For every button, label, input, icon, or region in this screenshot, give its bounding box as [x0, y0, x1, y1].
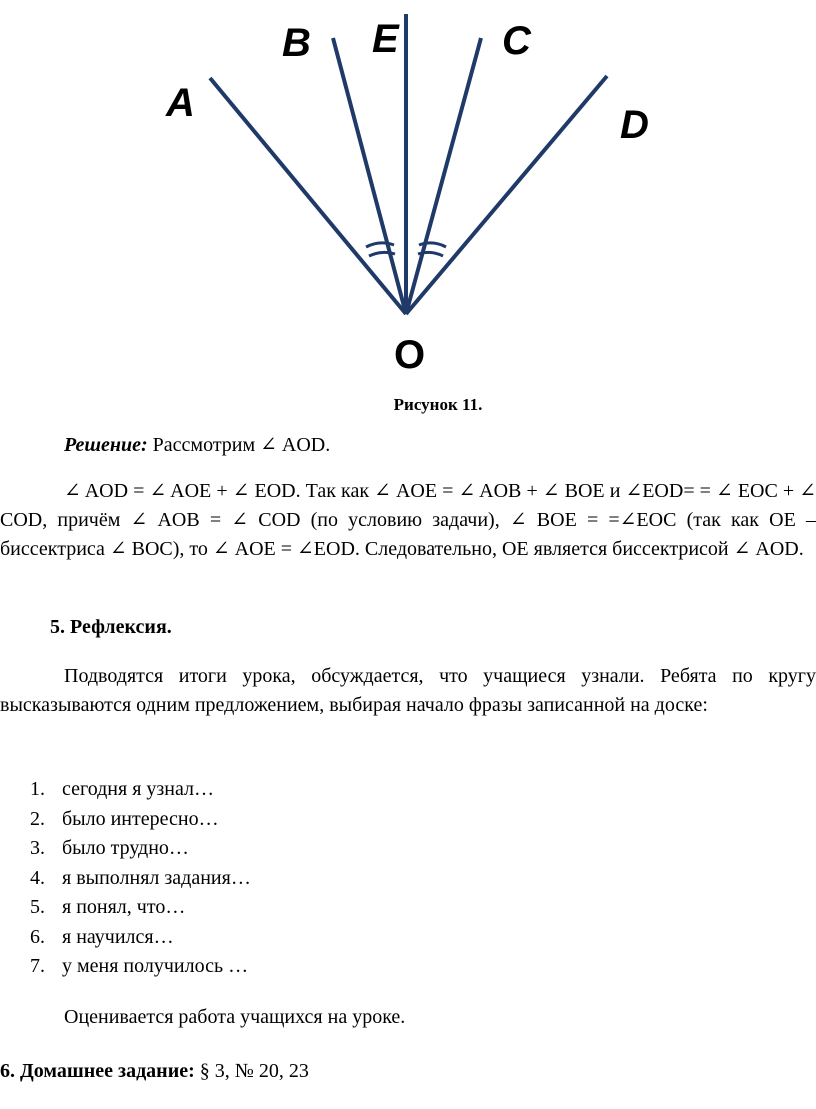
angle-bisector-figure: [0, 0, 816, 390]
label-O: O: [394, 333, 426, 377]
solution-intro: Рассмотрим ∠ AOD.: [152, 434, 331, 456]
ray-OD: [406, 76, 607, 314]
homework-value: § 3, № 20, 23: [199, 1060, 309, 1082]
label-C: C: [502, 19, 531, 63]
solution-label: Решение:: [64, 434, 148, 456]
homework-line: [0, 1057, 816, 1086]
list-item: 1. сегодня я узнал…: [30, 778, 215, 800]
list-item: 5. я понял, что…: [30, 896, 186, 918]
section-title-reflection: 5. Рефлексия.: [50, 616, 172, 638]
label-B: B: [282, 21, 311, 65]
list-item: 2. было интересно…: [30, 807, 219, 830]
homework-label: 6. Домашнее задание:: [0, 1060, 195, 1082]
label-D: D: [620, 103, 649, 147]
reflection-list: [30, 775, 251, 982]
reflection-summary: Подводятся итоги урока, обсуждается, что учащиеся узнали. Ребята по кругу высказываются одним предложением, выбирая начало фразы записанной на доске:: [0, 665, 816, 716]
list-item: 4. я выполнял задания…: [30, 866, 251, 889]
label-E: E: [372, 17, 399, 61]
list-item: 6. я научился…: [30, 925, 174, 948]
assessment-text: Оценивается работа учащихся на уроке.: [64, 1006, 406, 1028]
list-item: 7. у меня получилось …: [30, 955, 249, 977]
label-A: A: [166, 81, 195, 125]
list-item: 3. было трудно…: [30, 837, 189, 859]
figure-caption: Рисунок 11.: [393, 395, 483, 414]
solution-heading-line: [0, 431, 816, 460]
solution-body: ∠ AOD = ∠ AOE + ∠ EOD. Так как ∠ AOE = ∠ AOB + ∠ BOE и ∠EOD= = ∠ EOC + ∠ COD, причём ∠ AOB = ∠ COD (по условию задачи), ∠ BOE = =∠EOC (так как OE – биссектриса ∠ BOC), то ∠ AOE = ∠EOD. Следовательно, OE является биссектрисой ∠ AOD.: [0, 480, 816, 560]
